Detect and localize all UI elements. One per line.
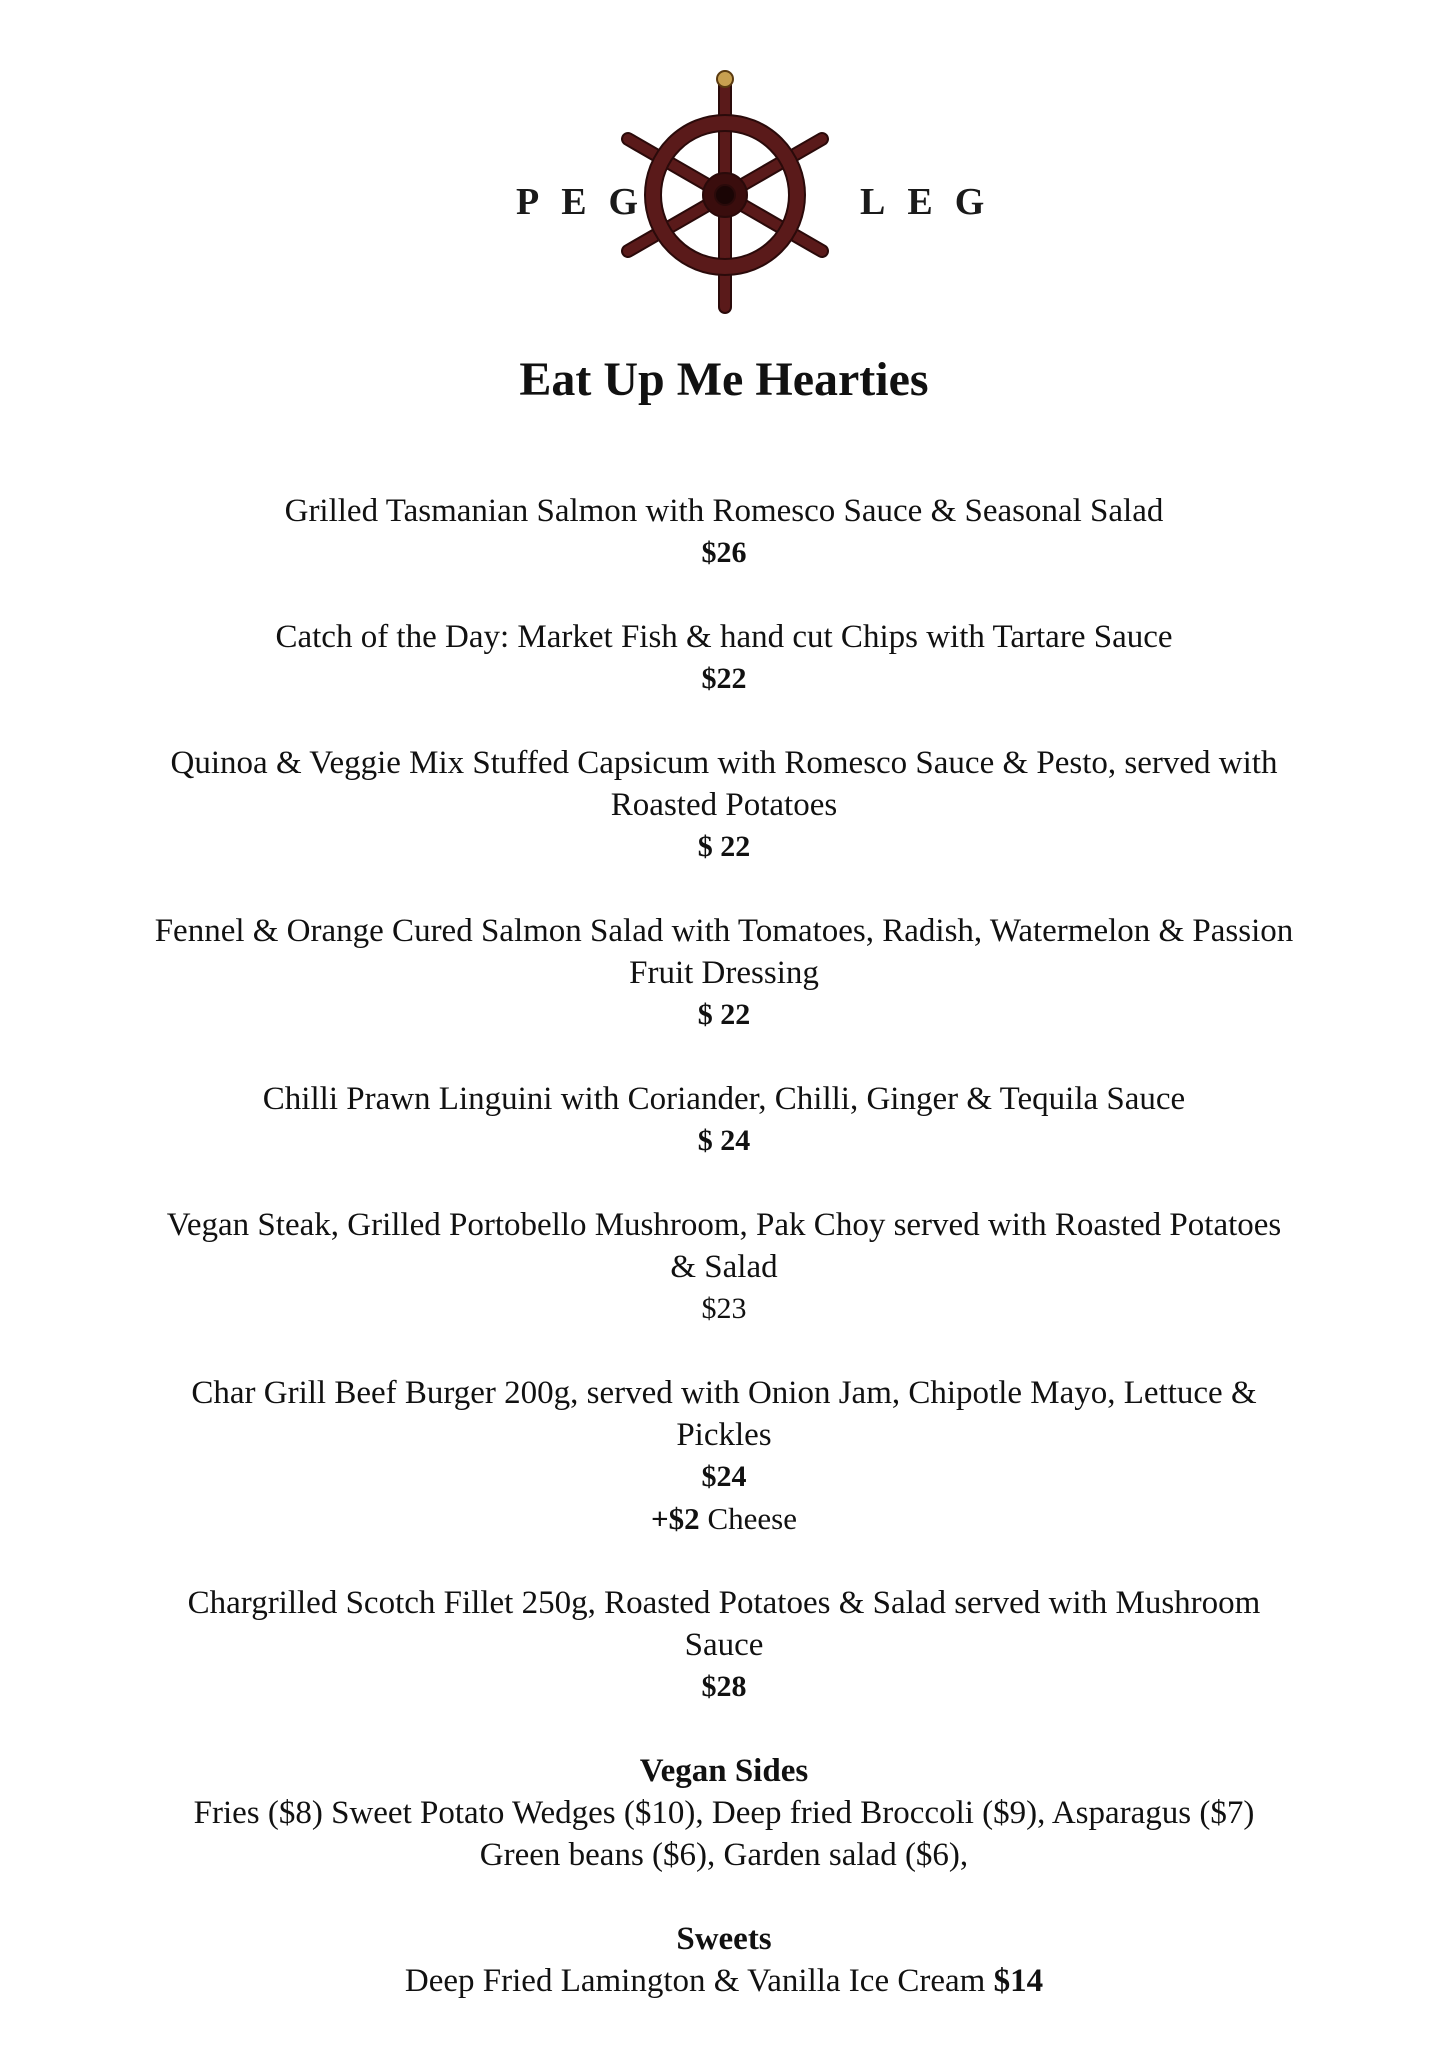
menu-item-price: $24 <box>701 1460 747 1493</box>
menu-item <box>150 1078 1298 1162</box>
menu-item <box>150 490 1298 574</box>
section-heading: Sweets <box>676 1921 772 1957</box>
sweets-item-name: Deep Fried Lamington & Vanilla Ice Cream <box>404 1963 986 1999</box>
vegan-sides-text: Fries ($8) Sweet Potato Wedges ($10), Deep fried Broccoli ($9), Asparagus ($7) Green beans ($6), Garden salad ($6), <box>193 1795 1255 1873</box>
menu-item <box>150 910 1298 1036</box>
extra-label: Cheese <box>707 1501 797 1536</box>
sweets-section <box>150 1918 1298 2002</box>
brand-word-right: LEG <box>860 181 1007 223</box>
menu-item-name: Grilled Tasmanian Salmon with Romesco Sauce & Seasonal Salad <box>284 493 1164 529</box>
brand-word-left: PEG <box>516 181 661 223</box>
brand-logo <box>0 60 1448 330</box>
menu-item <box>150 616 1298 700</box>
vegan-sides-section <box>150 1750 1298 1876</box>
menu-item-price: $22 <box>701 662 747 695</box>
menu-item-price: $ 24 <box>697 1124 751 1157</box>
extra-price: +$2 <box>651 1501 700 1536</box>
menu-item-name: Chilli Prawn Linguini with Coriander, Chilli, Ginger & Tequila Sauce <box>262 1081 1186 1117</box>
menu-item-name: Quinoa & Veggie Mix Stuffed Capsicum with Romesco Sauce & Pesto, served with Roasted Potatoes <box>170 745 1278 823</box>
menu-item-price: $28 <box>701 1670 747 1703</box>
menu-item-price: $26 <box>701 536 747 569</box>
menu-item <box>150 1204 1298 1330</box>
menu-item-price: $ 22 <box>697 830 751 863</box>
menu-item <box>150 1372 1298 1540</box>
menu-item-name: Fennel & Orange Cured Salmon Salad with Tomatoes, Radish, Watermelon & Passion Fruit Dressing <box>154 913 1294 991</box>
ship-wheel-icon <box>620 70 830 320</box>
sweets-line <box>150 1960 1298 2002</box>
menu-item-name: Chargrilled Scotch Fillet 250g, Roasted Potatoes & Salad served with Mushroom Sauce <box>187 1585 1261 1663</box>
page-title: Eat Up Me Hearties <box>519 353 929 406</box>
menu-list <box>150 490 1298 2044</box>
menu-item <box>150 1582 1298 1708</box>
sweets-item-price: $14 <box>993 1963 1044 1999</box>
menu-item-price: $23 <box>701 1292 747 1325</box>
menu-item <box>150 742 1298 868</box>
section-heading: Vegan Sides <box>639 1753 809 1789</box>
menu-item-price: $ 22 <box>697 998 751 1031</box>
menu-item-name: Vegan Steak, Grilled Portobello Mushroom, Pak Choy served with Roasted Potatoes & Salad <box>166 1207 1282 1285</box>
menu-item-name: Catch of the Day: Market Fish & hand cut Chips with Tartare Sauce <box>275 619 1173 655</box>
menu-item-extra <box>150 1498 1298 1540</box>
menu-item-name: Char Grill Beef Burger 200g, served with Onion Jam, Chipotle Mayo, Lettuce & Pickles <box>191 1375 1257 1453</box>
